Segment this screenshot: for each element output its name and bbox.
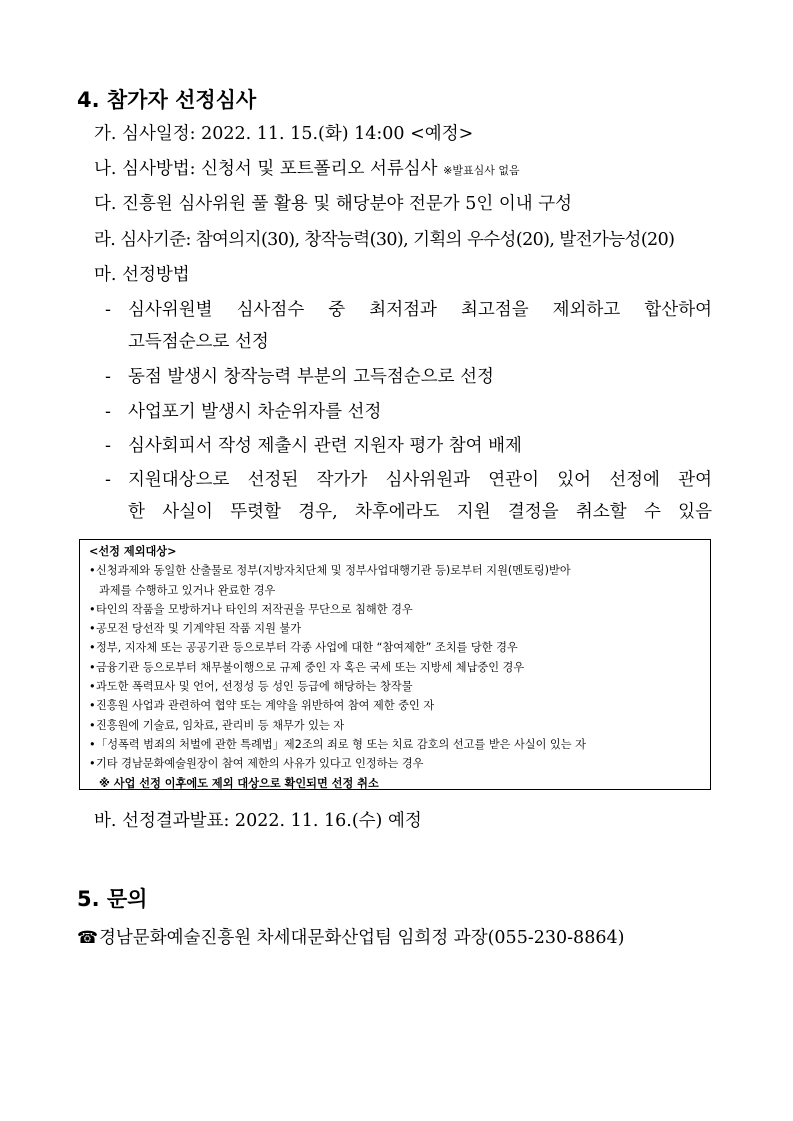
method-note: ※발표심사 없음 bbox=[443, 164, 520, 177]
exclusion-item-text: 진흥원에 기술료, 임차료, 관리비 등 채무가 있는 자 bbox=[96, 718, 345, 732]
schedule-text: 심사일정: 2022. 11. 15.(화) 14:00 <예정> bbox=[122, 124, 474, 144]
exclusion-box-title: <선정 제외대상> bbox=[89, 545, 177, 558]
exclusion-note: ※ 사업 선정 이후에도 제외 대상으로 확인되면 선정 취소 bbox=[99, 776, 379, 790]
result-text: 선정결과발표: 2022. 11. 16.(수) 예정 bbox=[122, 811, 422, 831]
bullet-mark: • bbox=[89, 602, 96, 616]
bullet-mark: • bbox=[89, 564, 96, 578]
bullet-mark: • bbox=[89, 757, 96, 771]
exclusion-item-continuation: 과제를 수행하고 있거나 완료한 경우 bbox=[99, 583, 276, 597]
exclusion-item-text: 「성폭력 범죄의 처벌에 관한 특례법」제2조의 죄로 형 또는 치료 감호의 선고를 받은 사실이 있는 자 bbox=[96, 737, 586, 751]
method-text: 심사방법: 신청서 및 포트폴리오 서류심사 bbox=[122, 159, 444, 179]
bullet-mark: • bbox=[89, 680, 96, 694]
exclusion-item-text: 공모전 당선작 및 기계약된 작품 지원 불가 bbox=[96, 622, 302, 636]
exclusion-item-text: 신청과제와 동일한 산출물로 정부(지방자치단체 및 정부사업대행기관 등)로부터 지원(멘토링)받아 bbox=[96, 564, 571, 578]
method-rule-2: - 동점 발생시 창작능력 부분의 고득점순으로 선정 bbox=[105, 367, 494, 387]
section-4-heading: 4. 참가자 선정심사 bbox=[77, 88, 257, 112]
committee-item: 다. 진흥원 심사위원 풀 활용 및 해당분야 전문가 5인 이내 구성 bbox=[94, 194, 573, 214]
method-rule-5: - 지원대상으로 선정된 작가가 심사위원과 연관이 있어 선정에 관여 한 사실이 뚜렷할 경우, 차후에라도 지원 결정을 취소할 수 있음 bbox=[105, 470, 712, 522]
contact-line bbox=[77, 925, 624, 951]
exclusion-item-text: 과도한 폭력묘사 및 언어, 선정성 등 성인 등급에 해당하는 창작물 bbox=[96, 680, 413, 694]
criteria-item: 라. 심사기준: 참여의지(30), 창작능력(30), 기획의 우수성(20), 발전가능성(20) bbox=[94, 230, 675, 250]
exclusion-item-text: 진흥원 사업과 관련하여 협약 또는 계약을 위반하여 참여 제한 중인 자 bbox=[96, 699, 435, 713]
exclusion-item bbox=[89, 677, 710, 696]
method-rule-3: - 사업포기 발생시 차순위자를 선정 bbox=[105, 402, 382, 422]
exclusion-item-text: 금융기관 등으로부터 채무불이행으로 규제 중인 자 혹은 국세 또는 지방세 체납중인 경우 bbox=[96, 660, 525, 674]
selection-method-text: 선정방법 bbox=[122, 265, 190, 285]
committee-text: 진흥원 심사위원 풀 활용 및 해당분야 전문가 5인 이내 구성 bbox=[122, 194, 573, 214]
exclusion-item bbox=[89, 716, 710, 735]
exclusion-item bbox=[89, 619, 710, 638]
method-item: 나. 심사방법: 신청서 및 포트폴리오 서류심사 ※발표심사 없음 bbox=[94, 159, 520, 179]
bullet-mark: • bbox=[89, 699, 96, 713]
exclusion-item bbox=[89, 658, 710, 677]
phone-icon: ☎ bbox=[77, 928, 99, 948]
bullet-mark: • bbox=[89, 718, 96, 732]
exclusion-list bbox=[89, 561, 710, 773]
selection-method-item: 마. 선정방법 bbox=[94, 265, 190, 285]
bullet-mark: • bbox=[89, 660, 96, 674]
exclusion-item-text: 정부, 지자체 또는 공공기관 등으로부터 각종 사업에 대한 “참여제한” 조치를 당한 경우 bbox=[96, 641, 518, 655]
section-5-heading: 5. 문의 bbox=[77, 887, 148, 911]
exclusion-box bbox=[79, 539, 711, 790]
exclusion-item bbox=[89, 735, 710, 754]
exclusion-item bbox=[89, 600, 710, 619]
exclusion-item-text: 기타 경남문화예술원장이 참여 제한의 사유가 있다고 인정하는 경우 bbox=[96, 757, 424, 771]
method-rule-4: - 심사회피서 작성 제출시 관련 지원자 평가 참여 배제 bbox=[105, 436, 522, 456]
bullet-mark: • bbox=[89, 622, 96, 636]
schedule-item: 가. 심사일정: 2022. 11. 15.(화) 14:00 <예정> bbox=[94, 124, 474, 144]
method-rule-1: - 심사위원별 심사점수 중 최저점과 최고점을 제외하고 합산하여 고득점순으로 선정 bbox=[105, 300, 712, 352]
contact-text: 경남문화예술진흥원 차세대문화산업팀 임희정 과장(055-230-8864) bbox=[99, 928, 625, 948]
exclusion-item bbox=[89, 638, 710, 657]
exclusion-item bbox=[89, 754, 710, 773]
bullet-mark: • bbox=[89, 641, 96, 655]
exclusion-item bbox=[89, 696, 710, 715]
result-item: 바. 선정결과발표: 2022. 11. 16.(수) 예정 bbox=[94, 811, 422, 831]
exclusion-item bbox=[89, 561, 710, 580]
criteria-text: 심사기준: 참여의지(30), 창작능력(30), 기획의 우수성(20), 발전가능성(20) bbox=[120, 230, 675, 250]
bullet-mark: • bbox=[89, 737, 96, 751]
exclusion-item-text: 타인의 작품을 모방하거나 타인의 저작권을 무단으로 침해한 경우 bbox=[96, 602, 413, 616]
